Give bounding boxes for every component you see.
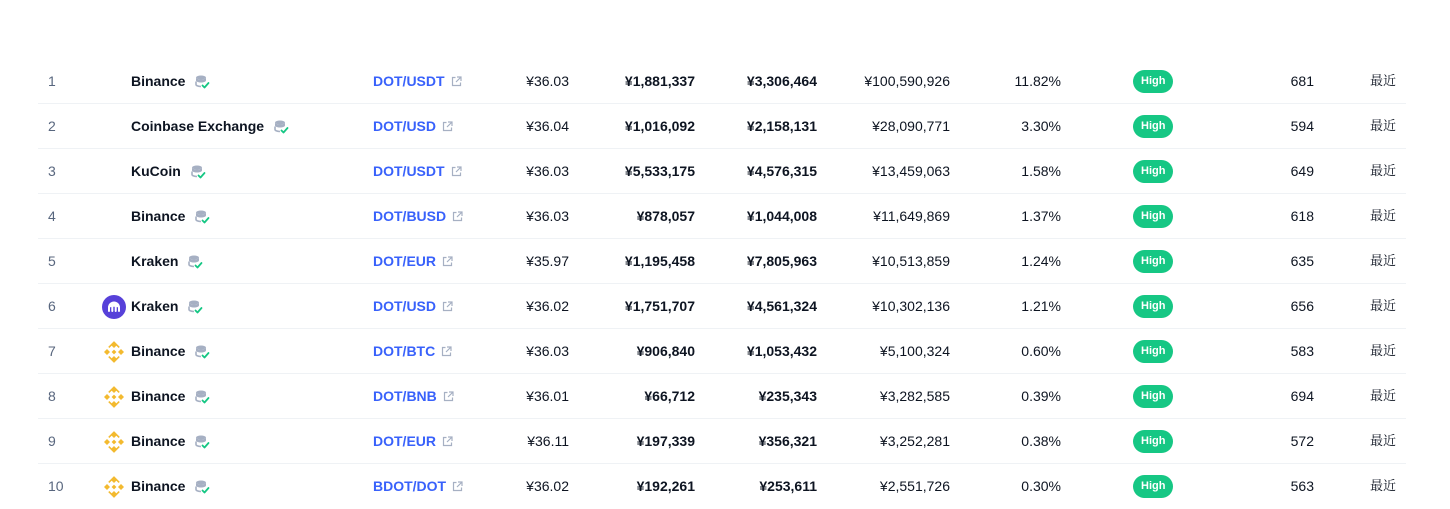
pair-link[interactable] bbox=[373, 59, 462, 104]
liquidity-score: 572 bbox=[1290, 433, 1314, 449]
binance-logo bbox=[102, 430, 126, 454]
depth-plus-2pct: ¥906,840 bbox=[636, 343, 695, 359]
external-link-icon bbox=[441, 346, 452, 357]
exchange-logo bbox=[102, 205, 126, 229]
exchange-name: Kraken bbox=[131, 253, 179, 269]
external-link-icon bbox=[452, 481, 463, 492]
external-link-icon bbox=[443, 391, 454, 402]
pair-link[interactable] bbox=[373, 239, 453, 284]
binance-logo-icon bbox=[102, 385, 126, 409]
updated-label: 最近 bbox=[1369, 344, 1396, 359]
updated-label: 最近 bbox=[1369, 434, 1396, 449]
exchange-name: Binance bbox=[131, 433, 186, 449]
pair-label: DOT/EUR bbox=[373, 253, 436, 269]
binance-logo bbox=[102, 340, 126, 364]
binance-logo-icon bbox=[102, 340, 126, 364]
liquidity-score: 563 bbox=[1290, 478, 1314, 494]
binance-logo bbox=[102, 475, 126, 499]
confidence-badge: High bbox=[1133, 160, 1173, 183]
volume-percent: 0.39% bbox=[1021, 388, 1061, 404]
exchange-name-link[interactable] bbox=[131, 194, 210, 239]
volume-24h: ¥11,649,869 bbox=[873, 208, 950, 224]
verified-database-icon bbox=[194, 344, 210, 360]
updated-label: 最近 bbox=[1369, 389, 1396, 404]
exchange-logo bbox=[102, 250, 126, 274]
table-row-9[interactable] bbox=[38, 419, 1406, 464]
confidence-badge: High bbox=[1133, 430, 1173, 453]
updated-label: 最近 bbox=[1369, 209, 1396, 224]
confidence-badge: High bbox=[1133, 115, 1173, 138]
table-row-5[interactable] bbox=[38, 239, 1406, 284]
rank-number: 5 bbox=[48, 253, 56, 269]
depth-minus-2pct: ¥4,576,315 bbox=[746, 163, 817, 179]
depth-minus-2pct: ¥3,306,464 bbox=[746, 73, 817, 89]
depth-minus-2pct: ¥7,805,963 bbox=[746, 253, 817, 269]
external-link-icon bbox=[451, 166, 462, 177]
volume-24h: ¥3,282,585 bbox=[879, 388, 950, 404]
liquidity-score: 694 bbox=[1290, 388, 1314, 404]
confidence-badge: High bbox=[1133, 205, 1173, 228]
exchange-name-link[interactable] bbox=[131, 239, 203, 284]
depth-minus-2pct: ¥356,321 bbox=[758, 433, 817, 449]
exchange-name-link[interactable] bbox=[131, 149, 206, 194]
exchange-logo bbox=[102, 70, 126, 94]
exchange-name-link[interactable] bbox=[131, 419, 210, 464]
volume-percent: 0.38% bbox=[1021, 433, 1061, 449]
exchange-name-link[interactable] bbox=[131, 59, 210, 104]
volume-percent: 1.24% bbox=[1021, 253, 1061, 269]
price-value: ¥36.02 bbox=[526, 298, 569, 314]
confidence-badge: High bbox=[1133, 475, 1173, 498]
price-value: ¥36.03 bbox=[526, 73, 569, 89]
updated-label: 最近 bbox=[1369, 299, 1396, 314]
kraken-logo bbox=[102, 295, 126, 319]
depth-plus-2pct: ¥192,261 bbox=[636, 478, 695, 494]
pair-label: DOT/BNB bbox=[373, 388, 437, 404]
depth-minus-2pct: ¥4,561,324 bbox=[746, 298, 817, 314]
price-value: ¥36.01 bbox=[526, 388, 569, 404]
pair-label: DOT/USD bbox=[373, 298, 436, 314]
exchange-name-link[interactable] bbox=[131, 374, 210, 419]
binance-logo bbox=[102, 385, 126, 409]
external-link-icon bbox=[442, 121, 453, 132]
verified-database-icon bbox=[194, 389, 210, 405]
volume-24h: ¥28,090,771 bbox=[872, 118, 950, 134]
price-value: ¥36.11 bbox=[527, 433, 569, 449]
exchange-logo bbox=[102, 160, 126, 184]
rank-number: 1 bbox=[48, 73, 56, 89]
depth-minus-2pct: ¥235,343 bbox=[758, 388, 817, 404]
kraken-logo-icon bbox=[102, 295, 126, 319]
pair-label: DOT/USDT bbox=[373, 163, 445, 179]
verified-database-icon bbox=[273, 119, 289, 135]
updated-label: 最近 bbox=[1369, 119, 1396, 134]
pair-label: DOT/BUSD bbox=[373, 208, 447, 224]
verified-database-icon bbox=[194, 74, 210, 90]
pair-label: DOT/USD bbox=[373, 118, 436, 134]
pair-label: BDOT/DOT bbox=[373, 478, 447, 494]
updated-label: 最近 bbox=[1369, 164, 1396, 179]
verified-database-icon bbox=[194, 479, 210, 495]
price-value: ¥36.03 bbox=[526, 208, 569, 224]
exchange-name: Binance bbox=[131, 73, 186, 89]
volume-24h: ¥10,513,859 bbox=[872, 253, 950, 269]
price-value: ¥36.03 bbox=[526, 343, 569, 359]
rank-number: 3 bbox=[48, 163, 56, 179]
pair-label: DOT/BTC bbox=[373, 343, 436, 359]
liquidity-score: 618 bbox=[1290, 208, 1314, 224]
price-value: ¥36.04 bbox=[526, 118, 569, 134]
table-row-3[interactable] bbox=[38, 149, 1406, 194]
depth-plus-2pct: ¥5,533,175 bbox=[624, 163, 695, 179]
table-row-4[interactable] bbox=[38, 194, 1406, 239]
volume-24h: ¥3,252,281 bbox=[879, 433, 950, 449]
table-row-7[interactable] bbox=[38, 329, 1406, 374]
exchange-name: Coinbase Exchange bbox=[131, 118, 265, 134]
depth-plus-2pct: ¥1,016,092 bbox=[624, 118, 695, 134]
liquidity-score: 649 bbox=[1290, 163, 1314, 179]
pair-label: DOT/USDT bbox=[373, 73, 445, 89]
volume-percent: 1.58% bbox=[1021, 163, 1061, 179]
verified-database-icon bbox=[194, 434, 210, 450]
volume-percent: 1.21% bbox=[1021, 298, 1061, 314]
volume-percent: 3.30% bbox=[1021, 118, 1061, 134]
price-value: ¥36.02 bbox=[526, 478, 569, 494]
pair-link[interactable] bbox=[373, 464, 463, 509]
table-row-1[interactable] bbox=[38, 59, 1406, 104]
exchange-name: Binance bbox=[131, 343, 186, 359]
pair-link[interactable] bbox=[373, 329, 452, 374]
rank-number: 6 bbox=[48, 298, 56, 314]
table-row-6[interactable] bbox=[38, 284, 1406, 329]
exchange-name: Kraken bbox=[131, 298, 179, 314]
pair-link[interactable] bbox=[373, 194, 463, 239]
rank-number: 10 bbox=[48, 478, 64, 494]
volume-percent: 0.30% bbox=[1021, 478, 1061, 494]
depth-plus-2pct: ¥878,057 bbox=[636, 208, 695, 224]
volume-24h: ¥2,551,726 bbox=[879, 478, 950, 494]
verified-database-icon bbox=[194, 209, 210, 225]
liquidity-score: 635 bbox=[1290, 253, 1314, 269]
exchange-name: Binance bbox=[131, 208, 186, 224]
external-link-icon bbox=[442, 256, 453, 267]
pair-link[interactable] bbox=[373, 374, 454, 419]
exchange-name: Binance bbox=[131, 478, 186, 494]
depth-plus-2pct: ¥1,881,337 bbox=[624, 73, 695, 89]
volume-24h: ¥5,100,324 bbox=[879, 343, 950, 359]
pair-label: DOT/EUR bbox=[373, 433, 436, 449]
rank-number: 9 bbox=[48, 433, 56, 449]
exchange-logo bbox=[102, 115, 126, 139]
depth-plus-2pct: ¥66,712 bbox=[644, 388, 695, 404]
exchange-name-link[interactable] bbox=[131, 329, 210, 374]
exchange-name-link[interactable] bbox=[131, 464, 210, 509]
rank-number: 7 bbox=[48, 343, 56, 359]
table-row-8[interactable] bbox=[38, 374, 1406, 419]
depth-plus-2pct: ¥1,195,458 bbox=[624, 253, 695, 269]
table-row-10[interactable] bbox=[38, 464, 1406, 509]
verified-database-icon bbox=[187, 299, 203, 315]
volume-percent: 1.37% bbox=[1021, 208, 1061, 224]
external-link-icon bbox=[452, 211, 463, 222]
updated-label: 最近 bbox=[1369, 479, 1396, 494]
volume-24h: ¥100,590,926 bbox=[864, 73, 950, 89]
exchange-name: KuCoin bbox=[131, 163, 181, 179]
price-value: ¥35.97 bbox=[526, 253, 569, 269]
external-link-icon bbox=[442, 301, 453, 312]
volume-24h: ¥10,302,136 bbox=[872, 298, 950, 314]
depth-plus-2pct: ¥1,751,707 bbox=[624, 298, 695, 314]
external-link-icon bbox=[451, 76, 462, 87]
rank-number: 4 bbox=[48, 208, 56, 224]
liquidity-score: 594 bbox=[1290, 118, 1314, 134]
pair-link[interactable] bbox=[373, 149, 462, 194]
exchange-name: Binance bbox=[131, 388, 186, 404]
confidence-badge: High bbox=[1133, 70, 1173, 93]
price-value: ¥36.03 bbox=[526, 163, 569, 179]
depth-minus-2pct: ¥1,053,432 bbox=[746, 343, 817, 359]
liquidity-score: 681 bbox=[1290, 73, 1314, 89]
updated-label: 最近 bbox=[1369, 74, 1396, 89]
confidence-badge: High bbox=[1133, 250, 1173, 273]
depth-minus-2pct: ¥2,158,131 bbox=[746, 118, 817, 134]
exchange-name-link[interactable] bbox=[131, 284, 203, 329]
pair-link[interactable] bbox=[373, 284, 453, 329]
depth-minus-2pct: ¥253,611 bbox=[759, 478, 817, 494]
updated-label: 最近 bbox=[1369, 254, 1396, 269]
volume-percent: 11.82% bbox=[1014, 73, 1061, 89]
binance-logo-icon bbox=[102, 475, 126, 499]
depth-plus-2pct: ¥197,339 bbox=[636, 433, 695, 449]
binance-logo-icon bbox=[102, 430, 126, 454]
confidence-badge: High bbox=[1133, 295, 1173, 318]
liquidity-score: 583 bbox=[1290, 343, 1314, 359]
rank-number: 2 bbox=[48, 118, 56, 134]
pair-link[interactable] bbox=[373, 419, 453, 464]
verified-database-icon bbox=[190, 164, 206, 180]
table-row-2[interactable] bbox=[38, 104, 1406, 149]
verified-database-icon bbox=[187, 254, 203, 270]
exchange-name-link[interactable] bbox=[131, 104, 289, 149]
liquidity-score: 656 bbox=[1290, 298, 1314, 314]
confidence-badge: High bbox=[1133, 385, 1173, 408]
external-link-icon bbox=[442, 436, 453, 447]
depth-minus-2pct: ¥1,044,008 bbox=[746, 208, 817, 224]
pair-link[interactable] bbox=[373, 104, 453, 149]
volume-24h: ¥13,459,063 bbox=[872, 163, 950, 179]
confidence-badge: High bbox=[1133, 340, 1173, 363]
volume-percent: 0.60% bbox=[1021, 343, 1061, 359]
rank-number: 8 bbox=[48, 388, 56, 404]
market-pairs-table bbox=[38, 59, 1406, 509]
